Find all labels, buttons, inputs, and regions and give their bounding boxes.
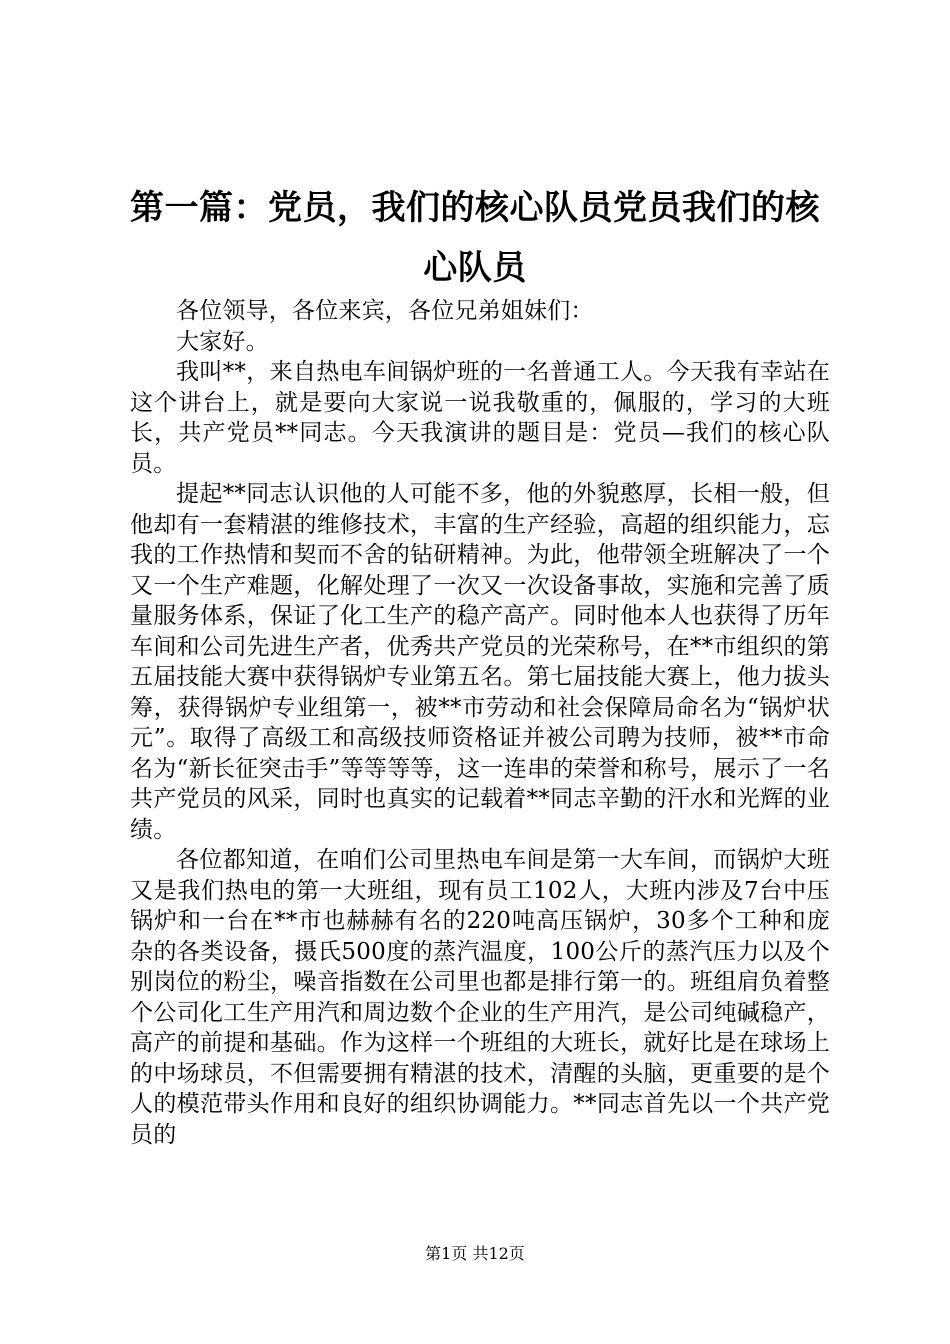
- paragraph-salutation: 各位领导，各位来宾，各位兄弟姐妹们：: [176, 298, 594, 324]
- document-title-line-2: 心队员: [423, 248, 527, 288]
- paragraph-introduction: 我叫**，来自热电车间锅炉班的一名普通工人。今天我有幸站在这个讲台上，就是要向大家说一说我敬重的，佩服的，学习的大班长，共产党员**同志。今天我演讲的题目是：党员—我们的核心队员。: [130, 359, 830, 477]
- paragraph-achievements: 提起**同志认识他的人可能不多，他的外貌憨厚，长相一般，但他却有一套精湛的维修技术，丰富的生产经验，高超的组织能力，忘我的工作热情和契而不舍的钻研精神。为此，他带领全班解决了一个又一个生产难题，化解处理了一次又一次设备事故，实施和完善了质量服务体系，保证了化工生产的稳产高产。同时他本人也获得了历年车间和公司先进生产者，优秀共产党员的光荣称号，在**市组织的第五届技能大赛中获得锅炉专业第五名。第七届技能大赛上，他力拔头筹，获得锅炉专业组第一，被**市劳动和社会保障局命名为“锅炉状元”。取得了高级工和高级技师资格证并被公司聘为技师，被**市命名为“新长征突击手”等等等等，这一连串的荣誉和称号，展示了一名共产党员的风采，同时也真实的记载着**同志辛勤的汗水和光辉的业绩。: [130, 481, 830, 843]
- document-body: [130, 296, 830, 1150]
- paragraph-team-description: 各位都知道，在咱们公司里热电车间是第一大车间，而锅炉大班又是我们热电的第一大班组，现有员工102人，大班内涉及7台中压锅炉和一台在**市也赫赫有名的220吨高压锅炉，30多个工种和庞杂的各类设备，摄氏500度的蒸汽温度，100公斤的蒸汽压力以及个别岗位的粉尘，噪音指数在公司里也都是排行第一的。班组肩负着整个公司化工生产用汽和周边数个企业的生产用汽，是公司纯碱稳产，高产的前提和基础。作为这样一个班组的大班长，就好比是在球场上的中场球员，不但需要拥有精湛的技术，清醒的头脑，更重要的是个人的模范带头作用和良好的组织协调能力。**同志首先以一个共产党员的: [130, 847, 830, 1148]
- paragraph-greeting: 大家好。: [176, 328, 269, 355]
- page-number-footer: 第1页 共12页: [425, 1244, 525, 1263]
- document-title-line-1: 第一篇：党员，我们的核心队员党员我们的核: [130, 188, 820, 228]
